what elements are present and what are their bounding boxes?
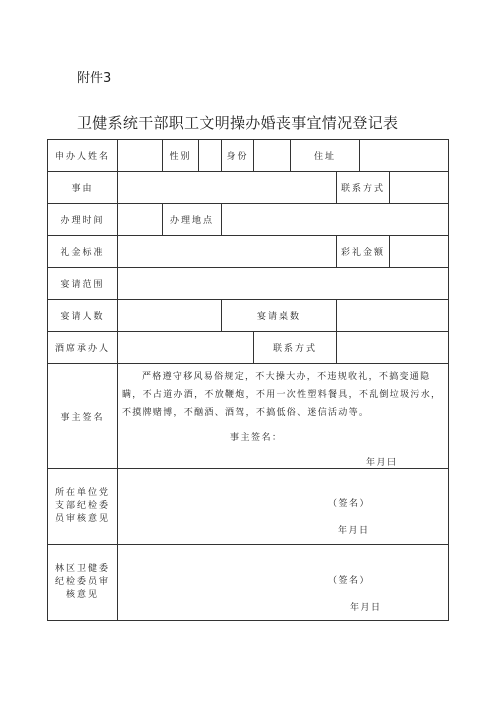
- gift-standard-label: 礼金标准: [48, 236, 118, 268]
- table-row: [48, 469, 449, 545]
- time-input[interactable]: [118, 204, 163, 236]
- gift-standard-input[interactable]: [118, 236, 337, 268]
- applicant-input[interactable]: [118, 140, 163, 172]
- pledge-text: 严格遵守移风易俗规定，不大操大办，不违规收礼，不搞变通隐瞒，不占道办酒，不放鞭炮，不用一次性塑料餐具，不乱倒垃圾污水，不摸牌赌博，不酗酒、酒驾，不搞低俗、迷信活动等。: [122, 372, 442, 418]
- host-contact-label: 联系方式: [254, 332, 337, 364]
- gender-label: 性别: [163, 140, 199, 172]
- address-input[interactable]: [360, 140, 449, 172]
- place-input[interactable]: [222, 204, 449, 236]
- county-review-sign: （签名）: [328, 575, 371, 586]
- table-row: [48, 236, 449, 268]
- table-row: [48, 545, 449, 621]
- identity-input[interactable]: [254, 140, 291, 172]
- gift-amount-input[interactable]: [390, 236, 449, 268]
- time-label: 办理时间: [48, 204, 118, 236]
- unit-review-cell[interactable]: [118, 469, 449, 545]
- table-row: [48, 364, 449, 469]
- unit-review-label: 所在单位党支部纪检委员审核意见: [48, 469, 118, 545]
- owner-sign-label: 事主签名: [48, 364, 118, 469]
- table-row: [48, 332, 449, 364]
- gift-amount-label: 彩礼金额: [337, 236, 390, 268]
- table-row: [48, 172, 449, 204]
- host-contact-input[interactable]: [337, 332, 449, 364]
- applicant-label: 申办人姓名: [48, 140, 118, 172]
- invite-tables-label: 宴请桌数: [222, 300, 337, 332]
- matter-input[interactable]: [118, 172, 337, 204]
- gender-input[interactable]: [199, 140, 222, 172]
- contact-input[interactable]: [390, 172, 449, 204]
- identity-label: 身份: [222, 140, 254, 172]
- invite-people-label: 宴请人数: [48, 300, 118, 332]
- owner-sign-field: 事主签名：: [230, 433, 283, 443]
- table-row: [48, 300, 449, 332]
- host-input[interactable]: [118, 332, 254, 364]
- table-row: [48, 268, 449, 300]
- invite-tables-input[interactable]: [337, 300, 449, 332]
- unit-review-date: 年月日: [338, 525, 370, 536]
- county-review-label: 林区卫健委纪检委员审核意见: [48, 545, 118, 621]
- invite-scope-label: 宴请范围: [48, 268, 118, 300]
- owner-sign-date: 年月曰: [366, 458, 398, 468]
- invite-scope-input[interactable]: [118, 268, 449, 300]
- table-row: [48, 204, 449, 236]
- invite-people-input[interactable]: [118, 300, 222, 332]
- table-row: [48, 140, 449, 172]
- registration-table: [47, 139, 449, 621]
- pledge-cell[interactable]: [118, 364, 449, 469]
- county-review-cell[interactable]: [118, 545, 449, 621]
- attachment-label: 附件3: [77, 71, 112, 86]
- matter-label: 事由: [48, 172, 118, 204]
- host-label: 酒席承办人: [48, 332, 118, 364]
- form-title: 卫健系统干部职工文明操办婚丧事宜情况登记表: [77, 114, 399, 132]
- contact-label: 联系方式: [337, 172, 390, 204]
- address-label: 住址: [291, 140, 360, 172]
- place-label: 办理地点: [163, 204, 222, 236]
- county-review-date: 年月日: [350, 602, 382, 613]
- unit-review-sign: （签名）: [328, 498, 371, 509]
